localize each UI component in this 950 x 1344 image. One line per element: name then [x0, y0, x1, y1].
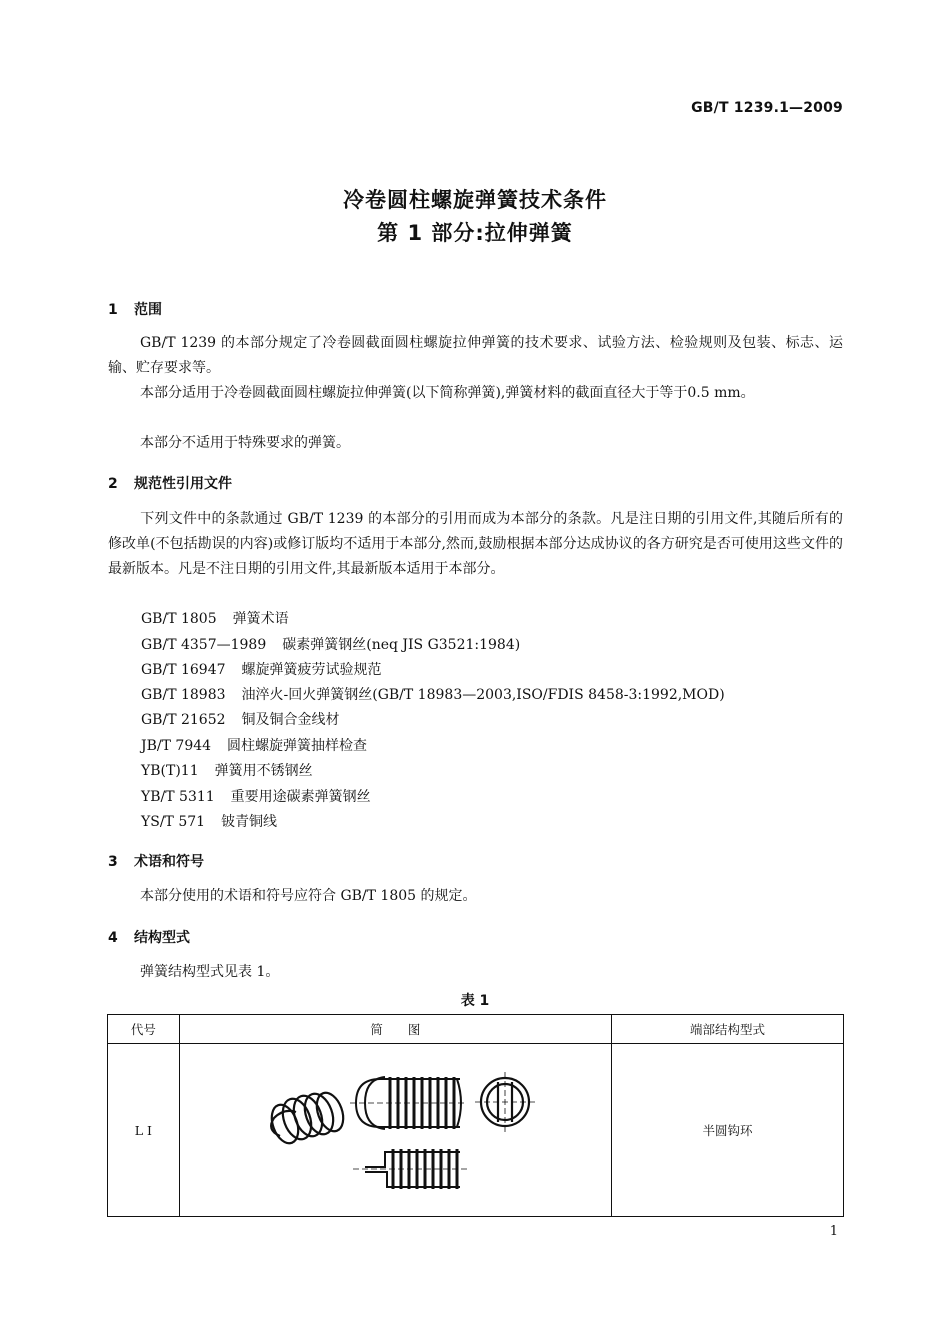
scope-text-3: 本部分不适用于特殊要求的弹簧。: [140, 435, 350, 451]
section-title: 术语和符号: [134, 854, 204, 870]
reference-item: [141, 786, 371, 806]
spring-side-view-hooked: [350, 1077, 465, 1129]
reference-item: [141, 760, 313, 780]
reference-code: GB/T 1805: [141, 611, 217, 627]
structure-text: 弹簧结构型式见表 1。: [140, 964, 280, 980]
spring-side-view-edge: [353, 1149, 467, 1189]
reference-item: [141, 709, 340, 729]
page-number: 1: [829, 1224, 838, 1239]
section-title: 结构型式: [134, 930, 190, 946]
section-title: 规范性引用文件: [134, 476, 232, 492]
reference-code: YB/T 5311: [141, 789, 215, 805]
reference-code: JB/T 7944: [141, 738, 212, 754]
reference-item: [141, 684, 725, 704]
reference-item: [141, 811, 277, 831]
reference-code: YS/T 571: [141, 814, 206, 830]
scope-text-2: 本部分适用于冷卷圆截面圆柱螺旋拉伸弹簧(以下简称弹簧),弹簧材料的截面直径大于等于0.5 mm。: [140, 385, 755, 401]
reference-title: 碳素弹簧钢丝(neq JIS G3521:1984): [282, 637, 521, 653]
table-row: [108, 1044, 844, 1217]
reference-code: GB/T 4357—1989: [141, 637, 267, 653]
section-number: 1: [108, 302, 118, 318]
reference-code: GB/T 18983: [141, 687, 226, 703]
terms-paragraph: [108, 884, 843, 909]
reference-title: 铜及铜合金线材: [241, 712, 340, 728]
reference-title: 弹簧术语: [232, 611, 289, 627]
scope-text-1: GB/T 1239 的本部分规定了冷卷圆截面圆柱螺旋拉伸弹簧的技术要求、试验方法、检验规则及包装、标志、运输、贮存要求等。: [108, 335, 843, 376]
standard-number: GB/T 1239.1—2009: [691, 100, 843, 116]
scope-paragraph-2: [108, 381, 843, 406]
reference-code: GB/T 21652: [141, 712, 226, 728]
spring-structure-table: [107, 1014, 844, 1217]
reference-item: [141, 735, 367, 755]
section-heading-normative: [108, 473, 232, 493]
reference-item: [141, 608, 289, 628]
section-number: 2: [108, 476, 118, 492]
reference-title: 圆柱螺旋弹簧抽样检查: [227, 738, 368, 754]
reference-code: YB(T)11: [141, 763, 199, 779]
document-subtitle: 第 1 部分:拉伸弹簧: [377, 221, 573, 245]
section-heading-structure: [108, 927, 190, 947]
cell-code: L Ⅰ: [108, 1044, 180, 1217]
section-number: 4: [108, 930, 118, 946]
structure-paragraph: [108, 960, 843, 985]
reference-title: 铍青铜线: [221, 814, 278, 830]
spring-end-view: [475, 1072, 537, 1132]
section-heading-terms: [108, 851, 204, 871]
cell-diagram: [179, 1044, 611, 1217]
header-diagram: 简 图: [179, 1015, 611, 1044]
terms-text: 本部分使用的术语和符号应符合 GB/T 1805 的规定。: [140, 888, 477, 904]
table-caption: 表 1: [460, 993, 490, 1009]
reference-title: 油淬火-回火弹簧钢丝(GB/T 18983—2003,ISO/FDIS 8458-3:1992,MOD): [241, 687, 725, 703]
spring-3d-view: [267, 1089, 348, 1147]
spring-diagram: [245, 1064, 545, 1194]
reference-item: [141, 634, 520, 654]
scope-paragraph-1: [108, 331, 843, 381]
normative-intro: [108, 507, 843, 582]
reference-item: [141, 659, 382, 679]
section-heading-scope: [108, 299, 162, 319]
header-code: 代号: [108, 1015, 180, 1044]
reference-title: 重要用途碳素弹簧钢丝: [230, 789, 371, 805]
scope-paragraph-3: [108, 431, 843, 456]
document-title: 冷卷圆柱螺旋弹簧技术条件: [343, 188, 607, 212]
cell-end-form: 半圆钩环: [612, 1044, 844, 1217]
section-number: 3: [108, 854, 118, 870]
table-header-row: [108, 1015, 844, 1044]
reference-code: GB/T 16947: [141, 662, 226, 678]
reference-title: 弹簧用不锈钢丝: [214, 763, 313, 779]
section-title: 范围: [134, 302, 162, 318]
normative-intro-text: 下列文件中的条款通过 GB/T 1239 的本部分的引用而成为本部分的条款。凡是注日期的引用文件,其随后所有的修改单(不包括勘误的内容)或修订版均不适用于本部分,然而,鼓励根据本部分达成协议的各方研究是否可使用这些文件的最新版本。凡是不注日期的引用文件,其最新版本适用于本部分。: [108, 511, 843, 577]
header-end-form: 端部结构型式: [612, 1015, 844, 1044]
reference-title: 螺旋弹簧疲劳试验规范: [241, 662, 382, 678]
